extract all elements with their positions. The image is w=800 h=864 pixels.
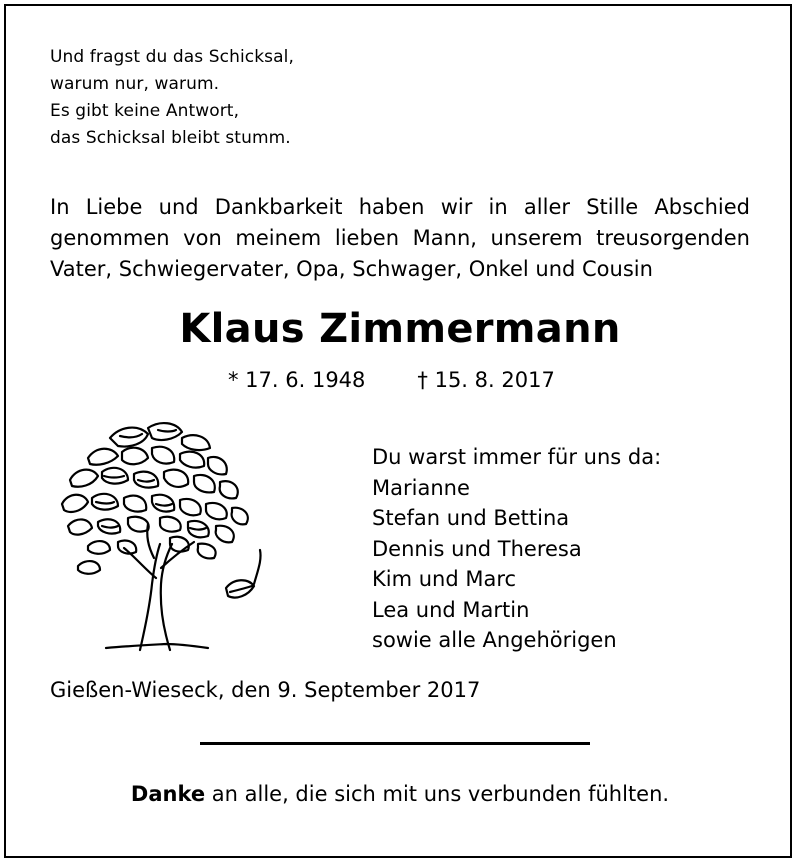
tree-icon — [48, 418, 270, 654]
poem-line: warum nur, warum. — [50, 74, 220, 94]
thanks-rest: an alle, die sich mit uns verbunden fühlten. — [205, 782, 670, 806]
birth-date: * 17. 6. 1948 — [228, 368, 366, 392]
family-member: sowie alle Angehörigen — [372, 628, 617, 652]
poem — [50, 44, 294, 152]
family-member: Stefan und Bettina — [372, 506, 570, 530]
family-member: Marianne — [372, 475, 470, 500]
divider-line — [200, 742, 590, 745]
family-member: Kim und Marc — [372, 567, 517, 591]
life-dates — [228, 368, 555, 392]
death-date: † 15. 8. 2017 — [417, 368, 555, 392]
poem-line: das Schicksal bleibt stumm. — [50, 128, 291, 148]
family-member: Lea und Martin — [372, 597, 530, 622]
poem-line: Und fragst du das Schicksal, — [50, 47, 294, 67]
place-date: Gießen-Wieseck, den 9. September 2017 — [50, 678, 481, 702]
family-intro: Du warst immer für uns da: — [372, 445, 662, 469]
intro-line: In Liebe und Dankbarkeit haben wir in aller Stille Abschied — [50, 195, 750, 219]
intro-line: Vater, Schwiegervater, Opa, Schwager, Onkel und Cousin — [50, 257, 653, 281]
thanks-line — [0, 782, 800, 806]
intro-text — [50, 192, 750, 285]
deceased-name: Klaus Zimmermann — [179, 306, 621, 352]
intro-line: genommen von meinem lieben Mann, unserem treusorgenden — [50, 226, 750, 250]
poem-line: Es gibt keine Antwort, — [50, 101, 240, 121]
thanks-bold: Danke — [130, 782, 206, 806]
family-list — [372, 442, 661, 656]
family-member: Dennis und Theresa — [372, 536, 582, 561]
